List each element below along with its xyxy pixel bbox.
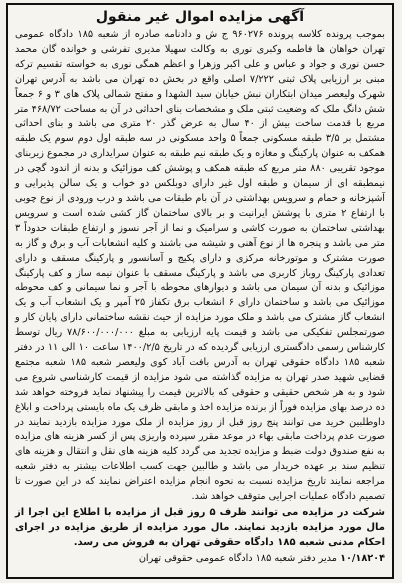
- signature-text: مدیر دفتر شعبه ۱۸۵ دادگاه عمومی حقوقی تهران: [138, 553, 337, 564]
- signature-id: ۱۰/۱۸۲۰۴: [340, 553, 385, 564]
- notice-signature: [15, 552, 385, 567]
- notice-bold-line: شرکت در مزایده می توانند ظرف ۵ روز قبل از مزایده با اطلاع این اجرا از مال مورد مزایده بازدید نمایند. مال مورد مزایده از طریق مزایده در اجرای احکام مدنی شعبه ۱۸۵ دادگاه حقوقی تهران به فروش می رسد.: [15, 507, 385, 548]
- auction-notice: [6, 3, 394, 579]
- notice-title: آگهی مزایده اموال غیر منقول: [95, 9, 305, 25]
- notice-body: بموجب پرونده کلاسه پرونده ۹۶۰۲۷۶ ج ش و دادنامه صادره از شعبه ۱۸۵ دادگاه عمومی تهران خواهان ها فاطمه وکبری نوری به وکالت سهیلا مدیری تفرشی و خوانده گان محمد حسن نوری و جواد و عباس و علی اکبر وزهرا و اعظم همگی نوری به خواسته تقسیم ترکه مبنی بر ارزیابی پلاک ثبتی ۷/۲۲۲ اصلی واقع در بخش ده تهران می باشد به آدرس تهران شهرک ولیعصر میدان ابتکاران نبش خیابان سید الشهدا و مفتح شمالی پلاک های ۳ و ۶ جمعاً شش دانگ ملک که وضعیت ثبتی ملک و مشخصات بنای احداثی در آن به مساحت ۴۶۸/۷۲ متر مربع با قدمت ساخت بیش از ۴۰ سال به عرض گذر ۲۰ متری می باشد و بنای احداثی مشتمل بر ۳/۵ طبقه مسکونی جمعاً ۵ واحد مسکونی در سه طبقه اول دوم سوم یک طبقه همکف به عنوان پارکینگ و مغازه و یک طبقه نیم طبقه به عنوان سرایداری در مجموع زیربنای موجود تقریبی ۸۸۰ متر مربع که طبقه همکف و پوشش کف موزائیک و بدنه از اندود گچی در نیمطبقه ای از سیمان و طبقه اول غیر دارای دوبلکس دو خواب و یک سالن پذیرایی و آشپزخانه و حمام و سرویس بهداشتی در آن بام طبقات می باشد و درب ورودی از نوع چوبی با ارتفاع ۲ متری با پوشش ایرانیت و بر بالای ساختمان گاز کشی شده است و سرویس بهداشتی ساختمان به صورت کاشی و سرامیک و نما از آجر نسوز و ارتفاع طبقات حدوداً ۳ متر می باشد و پنجره ها از نوع آهنی و شیشه می باشند و کلیه انشعابات آب و برق و گاز به صورت مشترک و موتورخانه مرکزی و دارای پکیج و آسانسور و پارکینگ مسقف و دارای تعدادی پارکینگ روباز کاربری می باشد و پارکینگ مسقف با عنوان نیمه ساز و کف پارکینگ موزائیک و بدنه آن سیمان می باشد و دیوارهای محوطه با آجر و نما سیمانی و کف محوطه موزائیک می باشد و ساختمان دارای ۶ انشعاب برق تکفاز ۲۵ آمپر و یک انشعاب آب و یک انشعاب گاز مشترک می باشد و ملک مورد مزایده از حیث نقشه ساختمانی دارای پایان کار و صورتمجلس تفکیکی می باشد و قیمت پایه ارزیابی به مبلغ ۷۸/۶۰۰/۰۰۰/۰۰۰ ریال توسط کارشناس رسمی دادگستری ارزیابی گردیده که در تاریخ ۱۴۰۰/۲/۵ ساعت ۱۰ الی ۱۱ در دفتر شعبه ۱۸۵ دادگاه حقوقی تهران به آدرس بافت آباد کوی ولیعصر شعبه ۱۸۵ شعبه مجتمع قضایی شهید صدر تهران به مزایده گذاشته می شود مزایده از قیمت کارشناسی شروع می شود و به هر شخص حقیقی و حقوقی که بالاترین قیمت را پیشنهاد نماید فروخته خواهد شد ده درصد بهای مزایده فوراً از برنده مزایده اخذ و مابقی ظرف یک ماه بایستی پرداخت و ابلاغ داوطلبین خرید می توانند پنج روز قبل از روز مزایده از ملک مورد مزایده بازدید نمایند در صورت عدم پرداخت مابقی بهاء در موعد مقرر سپرده واریزی پس از کسر هزینه های مزایده به نفع صندوق دولت ضبط و مزایده تجدید می گردد کلیه هزینه های نقل و انتقال و هزینه های تنظیم سند بر عهده خریدار می باشد و طالبین جهت کسب اطلاعات بیشتر به دفتر شعبه مراجعه نمایند تاریخ مزایده نسبت به نحوه انجام مزایده اعتراض نمایند که در این صورت تا تصمیم دادگاه عملیات اجرایی متوقف خواهد شد.: [15, 29, 386, 503]
